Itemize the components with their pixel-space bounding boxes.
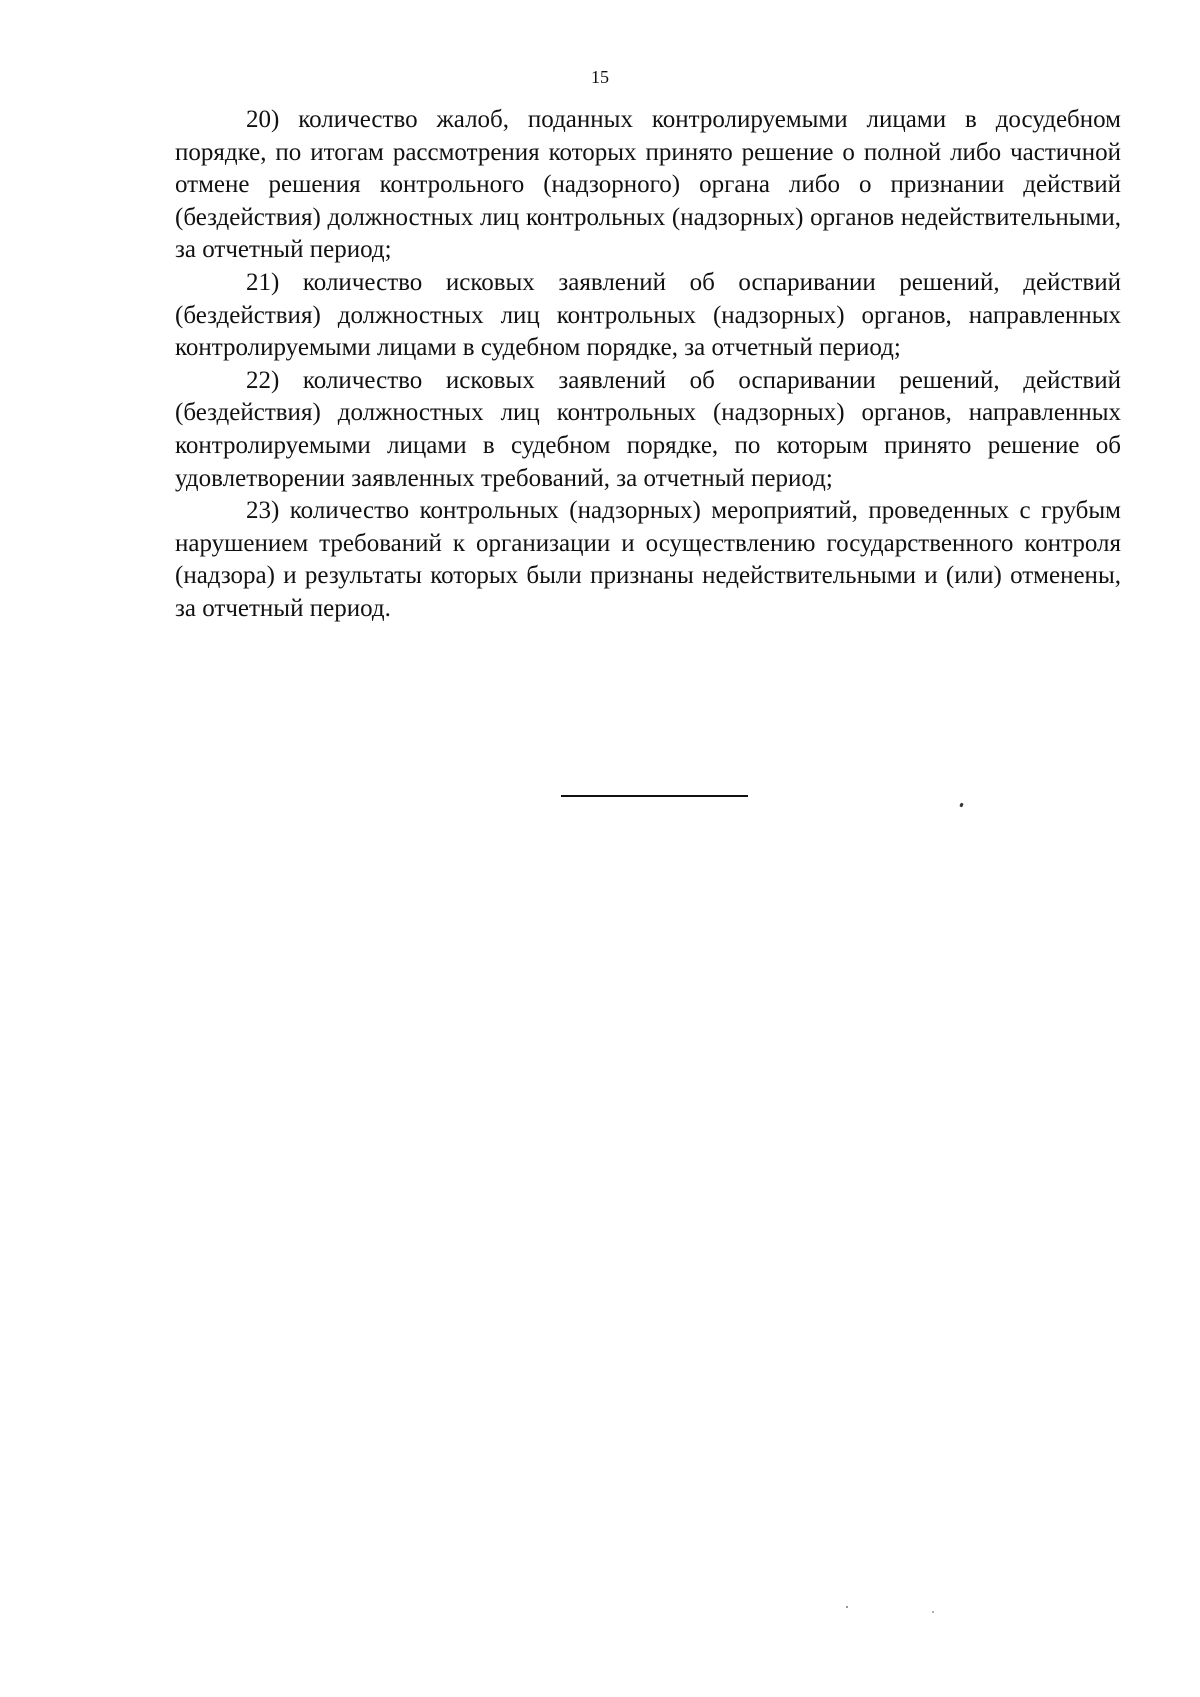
document-body <box>175 104 1121 626</box>
list-item-22: 22) количество исковых заявлений об оспаривании решений, действий (бездействия) должностных лиц контрольных (надзорных) органов, направленных контролируемыми лицами в судебном порядке, по которым принято решение об удовлетворении заявленных требований, за отчетный период; <box>175 366 1121 492</box>
scan-speck-dot <box>846 1606 848 1608</box>
list-item-23: 23) количество контрольных (надзорных) мероприятий, проведенных с грубым нарушением требований к организации и осуществлению государственного контроля (надзора) и результаты которых были признаны недействительными и (или) отменены, за отчетный период. <box>175 497 1121 622</box>
list-item-21: 21) количество исковых заявлений об оспаривании решений, действий (бездействия) должностных лиц контрольных (надзорных) органов, направленных контролируемыми лицами в судебном порядке, за отчетный период; <box>175 268 1121 362</box>
page-number: 15 <box>591 67 609 87</box>
scan-speck-mark <box>959 803 963 808</box>
list-item-20: 20) количество жалоб, поданных контролируемыми лицами в досудебном порядке, по итогам рассмотрения которых принято решение о полной либо частичной отмене решения контрольного (надзорного) органа либо о признании действий (бездействия) должностных лиц контрольных (надзорных) органов недействительными, за отчетный период; <box>175 106 1121 264</box>
end-of-document-rule <box>561 795 748 797</box>
scan-speck-dot <box>932 1611 934 1613</box>
